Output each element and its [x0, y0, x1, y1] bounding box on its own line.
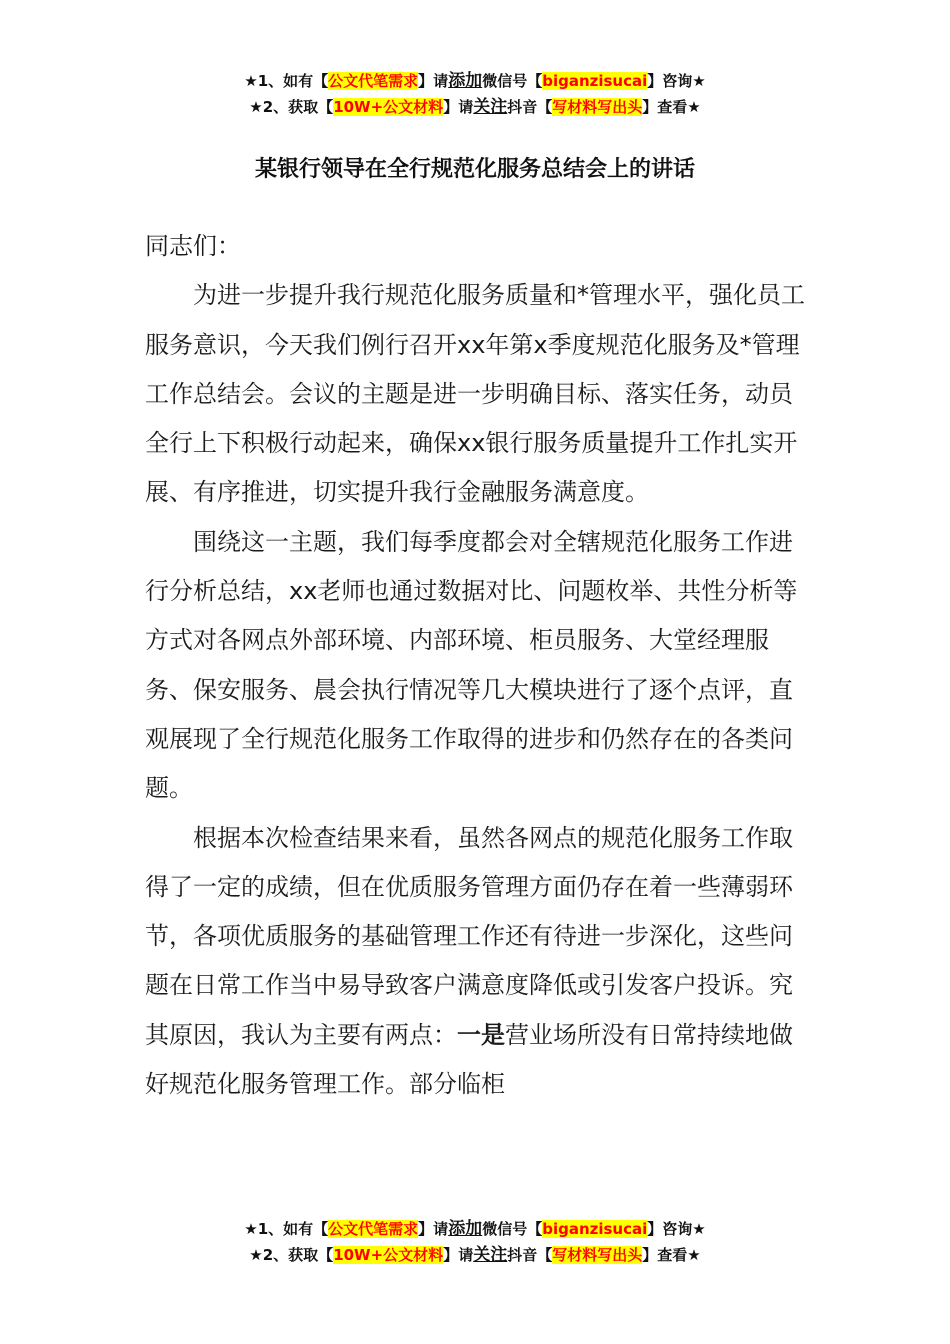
highlight-douyin: 写材料写出头 [552, 1246, 643, 1264]
banner-line-2: ★2、获取【10W+公文材料】请关注抖音【写材料写出头】查看★ [249, 97, 701, 117]
banner-line-2: ★2、获取【10W+公文材料】请关注抖音【写材料写出头】查看★ [249, 1245, 701, 1265]
document-body [145, 222, 805, 1109]
bold-first-point: 一是 [457, 1020, 505, 1049]
highlight-materials: 10W+公文材料 [333, 98, 444, 116]
salutation: 同志们： [145, 232, 241, 260]
document-title: 某银行领导在全行规范化服务总结会上的讲话 [254, 157, 695, 182]
highlight-wechat-id: biganzisucai [542, 1220, 648, 1238]
highlight-service: 公文代笔需求 [328, 72, 419, 90]
highlight-douyin: 写材料写出头 [552, 98, 643, 116]
highlight-wechat-id: biganzisucai [542, 72, 648, 90]
header-banner [0, 68, 950, 120]
paragraph-1: 为进一步提升我行规范化服务质量和*管理水平，强化员工服务意识，今天我们例行召开xx年第x季度规范化服务及*管理工作总结会。会议的主题是进一步明确目标、落实任务，动员全行上下积极行动起来，确保xx银行服务质量提升工作扎实开展、有序推进，切实提升我行金融服务满意度。 [145, 281, 805, 507]
paragraph-2: 围绕这一主题，我们每季度都会对全辖规范化服务工作进行分析总结，xx老师也通过数据对比、问题枚举、共性分析等方式对各网点外部环境、内部环境、柜员服务、大堂经理服务、保安服务、晨会执行情况等几大模块进行了逐个点评，直观展现了全行规范化服务工作取得的进步和仍然存在的各类问题。 [145, 527, 798, 803]
footer-banner [0, 1216, 950, 1268]
banner-line-1: ★1、如有【公文代笔需求】请添加微信号【biganzisucai】咨询★ [244, 71, 706, 91]
banner-line-1: ★1、如有【公文代笔需求】请添加微信号【biganzisucai】咨询★ [244, 1219, 706, 1239]
highlight-service: 公文代笔需求 [328, 1220, 419, 1238]
highlight-materials: 10W+公文材料 [333, 1246, 444, 1264]
paragraph-3: 根据本次检查结果来看，虽然各网点的规范化服务工作取得了一定的成绩，但在优质服务管理方面仍存在着一些薄弱环节，各项优质服务的基础管理工作还有待进一步深化，这些问题在日常工作当中易导致客户满意度降低或引发客户投诉。究其原因，我认为主要有两点：一是营业场所没有日常持续地做好规范化服务管理工作。部分临柜 [145, 823, 793, 1099]
